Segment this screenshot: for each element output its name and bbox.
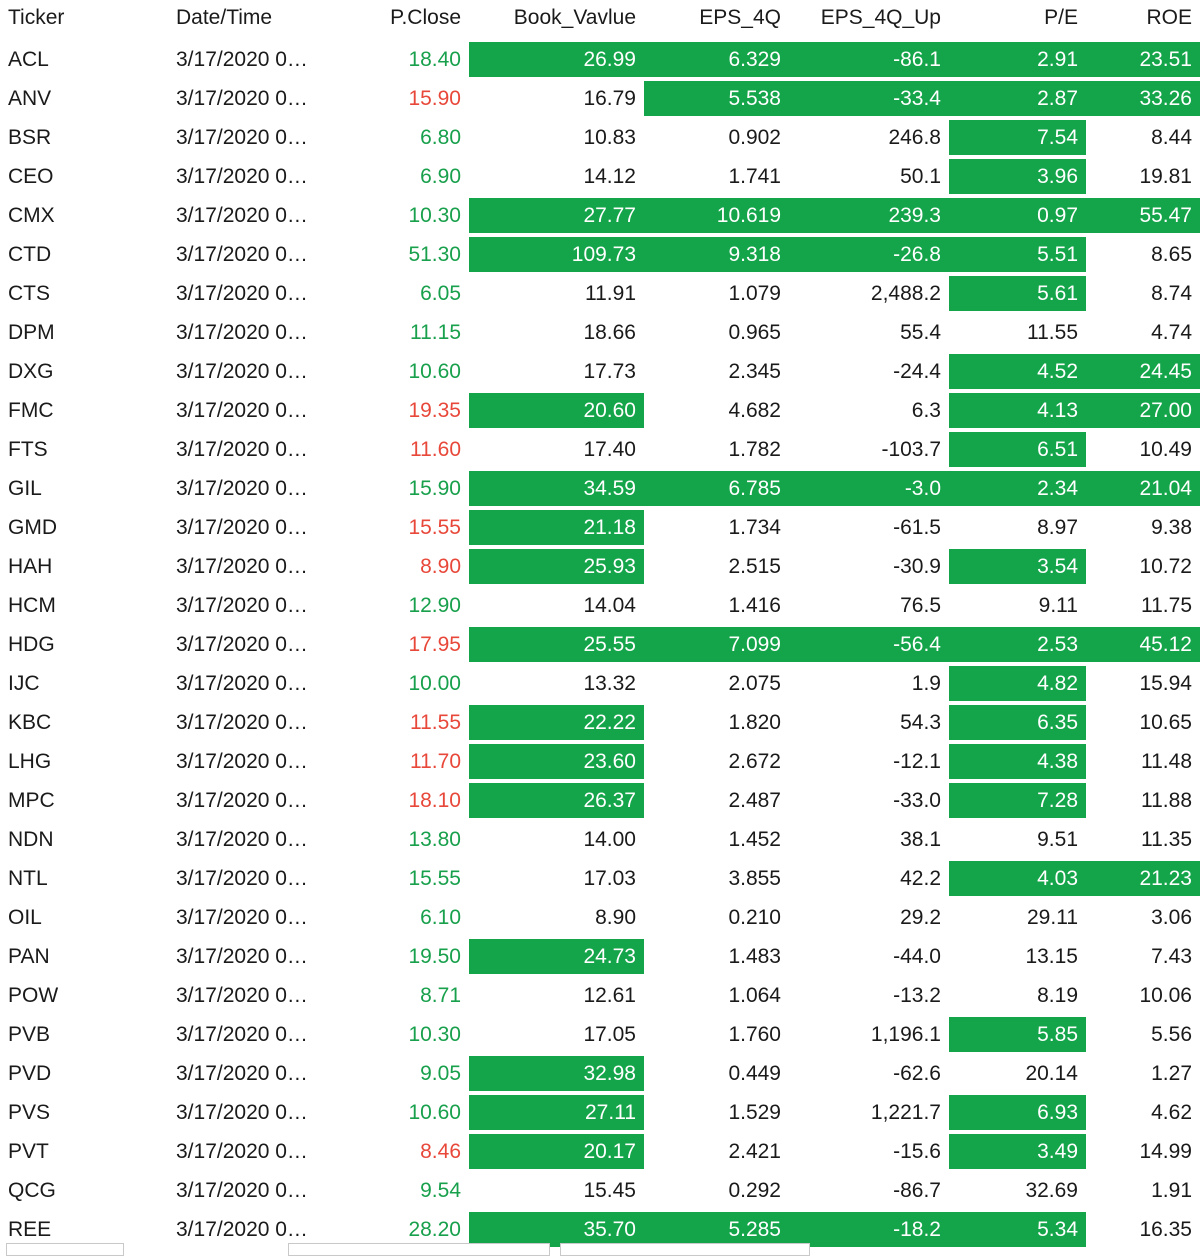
cell-pe: 4.82 [949, 664, 1086, 703]
cell-roe: 4.74 [1151, 320, 1192, 344]
cell-pclose: 10.30 [408, 203, 461, 227]
cell-ticker: PAN [8, 944, 50, 968]
cell-roe: 11.35 [1141, 827, 1192, 851]
cell-eps-4q: 1.483 [728, 944, 781, 968]
cell-book-value: 24.73 [469, 937, 644, 976]
cell-book-value: 14.04 [583, 593, 636, 617]
cell-roe: 10.49 [1139, 437, 1192, 461]
cell-eps-4q: 2.345 [728, 359, 781, 383]
cell-eps-4q-up: 239.3 [789, 196, 949, 235]
cell-roe: 8.74 [1151, 281, 1192, 305]
cell-ticker: PVD [8, 1061, 52, 1085]
table-row[interactable] [0, 742, 1200, 781]
cell-ticker: CTD [8, 242, 52, 266]
cell-eps-4q-up: -62.6 [893, 1061, 941, 1085]
cell-book-value: 14.00 [583, 827, 636, 851]
cell-ticker: PVT [8, 1139, 49, 1163]
table-row[interactable] [0, 547, 1200, 586]
cell-datetime: 3/17/2020 0… [176, 827, 308, 851]
cell-eps-4q-up: -26.8 [789, 235, 949, 274]
cell-pclose: 6.10 [420, 905, 461, 929]
cell-eps-4q-up: 6.3 [911, 398, 941, 422]
cell-datetime: 3/17/2020 0… [176, 593, 308, 617]
cell-ticker: FMC [8, 398, 54, 422]
table-row[interactable] [0, 508, 1200, 547]
cell-datetime: 3/17/2020 0… [176, 398, 308, 422]
table-row[interactable] [0, 1054, 1200, 1093]
cell-ticker: MPC [8, 788, 55, 812]
table-row[interactable] [0, 391, 1200, 430]
cell-roe: 10.06 [1139, 983, 1192, 1007]
cell-pe: 6.51 [949, 430, 1086, 469]
cell-datetime: 3/17/2020 0… [176, 515, 308, 539]
cell-pe: 13.15 [1025, 944, 1078, 968]
cell-eps-4q: 1.416 [728, 593, 781, 617]
cell-pe: 4.13 [949, 391, 1086, 430]
cell-eps-4q-up: 55.4 [900, 320, 941, 344]
table-row[interactable] [0, 1093, 1200, 1132]
cell-pclose: 6.90 [420, 164, 461, 188]
cell-book-value: 26.37 [469, 781, 644, 820]
table-row[interactable] [0, 703, 1200, 742]
table-row[interactable] [0, 235, 1200, 274]
cell-datetime: 3/17/2020 0… [176, 281, 308, 305]
cell-pclose: 11.55 [410, 710, 461, 734]
cell-eps-4q-up: -56.4 [789, 625, 949, 664]
cell-ticker: GIL [8, 476, 42, 500]
cell-book-value: 12.61 [583, 983, 636, 1007]
cell-pe: 5.51 [949, 235, 1086, 274]
cell-eps-4q: 0.449 [728, 1061, 781, 1085]
cell-pe: 2.53 [949, 625, 1086, 664]
column-header-roe[interactable]: ROE [1146, 6, 1192, 29]
cell-pclose: 19.50 [408, 944, 461, 968]
cell-roe: 16.35 [1139, 1217, 1192, 1241]
cell-ticker: NDN [8, 827, 54, 851]
cell-eps-4q-up: -15.6 [893, 1139, 941, 1163]
cell-eps-4q-up: 42.2 [900, 866, 941, 890]
cell-datetime: 3/17/2020 0… [176, 437, 308, 461]
table-header [0, 0, 1200, 40]
cell-eps-4q: 2.075 [728, 671, 781, 695]
cell-pclose: 18.10 [408, 788, 461, 812]
table-body [0, 40, 1200, 1249]
cell-pclose: 6.05 [420, 281, 461, 305]
cell-roe: 45.12 [1086, 625, 1200, 664]
cell-roe: 11.75 [1141, 593, 1192, 617]
cell-ticker: PVB [8, 1022, 51, 1046]
cell-datetime: 3/17/2020 0… [176, 1178, 308, 1202]
cell-datetime: 3/17/2020 0… [176, 125, 308, 149]
cell-pclose: 8.71 [420, 983, 461, 1007]
cell-roe: 7.43 [1151, 944, 1192, 968]
cell-book-value: 23.60 [469, 742, 644, 781]
cell-pe: 5.85 [949, 1015, 1086, 1054]
cell-ticker: GMD [8, 515, 57, 539]
column-header-book-value[interactable]: Book_Vavlue [513, 6, 636, 29]
column-header-eps-4q-up[interactable]: EPS_4Q_Up [820, 6, 941, 29]
cell-pe: 32.69 [1025, 1178, 1078, 1202]
cell-datetime: 3/17/2020 0… [176, 983, 308, 1007]
cell-eps-4q: 6.329 [644, 40, 789, 79]
cell-eps-4q: 6.785 [644, 469, 789, 508]
cell-eps-4q: 1.741 [728, 164, 781, 188]
cell-ticker: QCG [8, 1178, 56, 1202]
table-row[interactable] [0, 196, 1200, 235]
cell-ticker: ANV [8, 86, 52, 110]
cell-book-value: 21.18 [469, 508, 644, 547]
table-row[interactable] [0, 586, 1200, 625]
footer-box-right[interactable] [560, 1243, 810, 1256]
cell-ticker: PVS [8, 1100, 51, 1124]
cell-pe: 7.54 [949, 118, 1086, 157]
cell-roe: 10.65 [1139, 710, 1192, 734]
cell-eps-4q-up: -61.5 [893, 515, 941, 539]
cell-eps-4q-up: -33.4 [789, 79, 949, 118]
cell-pclose: 10.00 [408, 671, 461, 695]
cell-roe: 4.62 [1151, 1100, 1192, 1124]
cell-eps-4q: 2.515 [728, 554, 781, 578]
cell-ticker: NTL [8, 866, 48, 890]
cell-eps-4q: 1.760 [728, 1022, 781, 1046]
cell-pe: 9.11 [1038, 593, 1078, 617]
cell-eps-4q: 1.782 [728, 437, 781, 461]
cell-datetime: 3/17/2020 0… [176, 1217, 308, 1241]
cell-roe: 5.56 [1151, 1022, 1192, 1046]
cell-roe: 8.65 [1151, 242, 1192, 266]
cell-book-value: 20.60 [469, 391, 644, 430]
cell-eps-4q: 0.902 [728, 125, 781, 149]
cell-roe: 8.44 [1151, 125, 1192, 149]
cell-eps-4q-up: -103.7 [881, 437, 941, 461]
cell-ticker: BSR [8, 125, 52, 149]
cell-eps-4q: 1.734 [728, 515, 781, 539]
cell-eps-4q-up: 38.1 [900, 827, 941, 851]
cell-roe: 24.45 [1086, 352, 1200, 391]
cell-datetime: 3/17/2020 0… [176, 86, 308, 110]
cell-pclose: 11.70 [410, 749, 461, 773]
cell-datetime: 3/17/2020 0… [176, 1022, 308, 1046]
cell-pe: 6.35 [949, 703, 1086, 742]
cell-eps-4q-up: 1,196.1 [870, 1022, 941, 1046]
cell-eps-4q-up: 54.3 [900, 710, 941, 734]
cell-eps-4q-up: -33.0 [893, 788, 941, 812]
cell-pclose: 11.15 [410, 320, 461, 344]
cell-pe: 5.61 [949, 274, 1086, 313]
cell-eps-4q: 0.292 [728, 1178, 781, 1202]
cell-datetime: 3/17/2020 0… [176, 1100, 308, 1124]
cell-eps-4q: 1.452 [728, 827, 781, 851]
cell-roe: 11.88 [1141, 788, 1192, 812]
column-header-eps-4q[interactable]: EPS_4Q [699, 6, 781, 29]
table-row[interactable] [0, 1015, 1200, 1054]
table-row[interactable] [0, 1132, 1200, 1171]
cell-roe: 10.72 [1139, 554, 1192, 578]
cell-datetime: 3/17/2020 0… [176, 47, 308, 71]
cell-eps-4q-up: -13.2 [893, 983, 941, 1007]
cell-datetime: 3/17/2020 0… [176, 632, 308, 656]
cell-pe: 2.91 [949, 40, 1086, 79]
cell-roe: 21.04 [1086, 469, 1200, 508]
cell-eps-4q: 7.099 [644, 625, 789, 664]
cell-book-value: 26.99 [469, 40, 644, 79]
cell-ticker: HAH [8, 554, 53, 578]
cell-eps-4q-up: 1.9 [911, 671, 941, 695]
cell-eps-4q: 2.421 [728, 1139, 781, 1163]
cell-datetime: 3/17/2020 0… [176, 671, 308, 695]
cell-ticker: ACL [8, 47, 49, 71]
cell-book-value: 109.73 [469, 235, 644, 274]
cell-pclose: 10.60 [408, 359, 461, 383]
cell-book-value: 20.17 [469, 1132, 644, 1171]
cell-pe: 8.97 [1037, 515, 1078, 539]
cell-ticker: DXG [8, 359, 54, 383]
table-row[interactable] [0, 976, 1200, 1015]
cell-datetime: 3/17/2020 0… [176, 788, 308, 812]
cell-pclose: 28.20 [408, 1217, 461, 1241]
cell-pclose: 10.30 [408, 1022, 461, 1046]
cell-eps-4q: 3.855 [728, 866, 781, 890]
cell-book-value: 18.66 [583, 320, 636, 344]
cell-datetime: 3/17/2020 0… [176, 1061, 308, 1085]
cell-pe: 11.55 [1027, 320, 1078, 344]
cell-eps-4q-up: 1,221.7 [870, 1100, 941, 1124]
cell-ticker: LHG [8, 749, 52, 773]
cell-pe: 3.49 [949, 1132, 1086, 1171]
table-row[interactable] [0, 820, 1200, 859]
cell-eps-4q-up: -12.1 [893, 749, 941, 773]
table-row[interactable] [0, 313, 1200, 352]
cell-eps-4q: 1.079 [728, 281, 781, 305]
cell-eps-4q: 2.487 [728, 788, 781, 812]
cell-datetime: 3/17/2020 0… [176, 359, 308, 383]
cell-pclose: 15.90 [408, 86, 461, 110]
cell-eps-4q-up: -86.7 [893, 1178, 941, 1202]
cell-pe: 5.34 [949, 1210, 1086, 1249]
cell-roe: 15.94 [1139, 671, 1192, 695]
cell-eps-4q-up: 50.1 [900, 164, 941, 188]
cell-datetime: 3/17/2020 0… [176, 242, 308, 266]
table-row[interactable] [0, 781, 1200, 820]
cell-roe: 11.48 [1141, 749, 1192, 773]
table-row[interactable] [0, 625, 1200, 664]
cell-eps-4q-up: 2,488.2 [870, 281, 941, 305]
cell-pclose: 17.95 [408, 632, 461, 656]
table-row[interactable] [0, 859, 1200, 898]
column-header-datetime[interactable]: Date/Time [176, 6, 273, 29]
cell-ticker: HCM [8, 593, 56, 617]
cell-ticker: CEO [8, 164, 54, 188]
table-row[interactable] [0, 469, 1200, 508]
cell-pclose: 15.90 [408, 476, 461, 500]
cell-book-value: 14.12 [583, 164, 636, 188]
cell-pe: 6.93 [949, 1093, 1086, 1132]
cell-pe: 4.52 [949, 352, 1086, 391]
cell-datetime: 3/17/2020 0… [176, 944, 308, 968]
cell-eps-4q: 1.064 [728, 983, 781, 1007]
cell-book-value: 34.59 [469, 469, 644, 508]
cell-datetime: 3/17/2020 0… [176, 164, 308, 188]
table-row[interactable] [0, 352, 1200, 391]
cell-pclose: 13.80 [408, 827, 461, 851]
cell-pe: 4.38 [949, 742, 1086, 781]
cell-datetime: 3/17/2020 0… [176, 710, 308, 734]
cell-book-value: 10.83 [583, 125, 636, 149]
cell-pe: 20.14 [1025, 1061, 1078, 1085]
cell-book-value: 32.98 [469, 1054, 644, 1093]
cell-book-value: 25.55 [469, 625, 644, 664]
table-row[interactable] [0, 157, 1200, 196]
cell-book-value: 15.45 [583, 1178, 636, 1202]
cell-roe: 1.27 [1151, 1061, 1192, 1085]
cell-pclose: 51.30 [408, 242, 461, 266]
cell-ticker: OIL [8, 905, 42, 929]
cell-book-value: 11.91 [585, 281, 636, 305]
table-row[interactable] [0, 664, 1200, 703]
cell-pclose: 15.55 [408, 866, 461, 890]
cell-pclose: 15.55 [408, 515, 461, 539]
cell-roe: 1.91 [1151, 1178, 1192, 1202]
cell-roe: 55.47 [1086, 196, 1200, 235]
footer-box-left[interactable] [6, 1243, 124, 1256]
cell-pclose: 9.05 [420, 1061, 461, 1085]
cell-eps-4q: 0.210 [728, 905, 781, 929]
cell-eps-4q: 4.682 [728, 398, 781, 422]
cell-eps-4q: 2.672 [728, 749, 781, 773]
cell-ticker: IJC [8, 671, 40, 695]
cell-ticker: CTS [8, 281, 50, 305]
cell-roe: 33.26 [1086, 79, 1200, 118]
column-header-ticker[interactable]: Ticker [8, 6, 65, 29]
cell-pe: 29.11 [1027, 905, 1078, 929]
cell-datetime: 3/17/2020 0… [176, 554, 308, 578]
cell-pe: 4.03 [949, 859, 1086, 898]
cell-eps-4q-up: -30.9 [893, 554, 941, 578]
cell-ticker: DPM [8, 320, 55, 344]
cell-roe: 23.51 [1086, 40, 1200, 79]
cell-pe: 2.87 [949, 79, 1086, 118]
cell-pclose: 9.54 [420, 1178, 461, 1202]
cell-eps-4q-up: -44.0 [893, 944, 941, 968]
cell-book-value: 35.70 [469, 1210, 644, 1249]
cell-pclose: 6.80 [420, 125, 461, 149]
cell-roe: 14.99 [1139, 1139, 1192, 1163]
cell-book-value: 17.05 [583, 1022, 636, 1046]
cell-pe: 2.34 [949, 469, 1086, 508]
table-row[interactable] [0, 1171, 1200, 1210]
table-row[interactable] [0, 430, 1200, 469]
cell-pclose: 8.90 [420, 554, 461, 578]
table-row[interactable] [0, 898, 1200, 937]
cell-pe: 3.54 [949, 547, 1086, 586]
cell-eps-4q-up: -86.1 [789, 40, 949, 79]
cell-eps-4q: 1.820 [728, 710, 781, 734]
cell-pe: 7.28 [949, 781, 1086, 820]
cell-eps-4q-up: -3.0 [789, 469, 949, 508]
cell-roe: 21.23 [1086, 859, 1200, 898]
cell-pclose: 18.40 [408, 47, 461, 71]
cell-book-value: 17.03 [583, 866, 636, 890]
cell-book-value: 27.77 [469, 196, 644, 235]
cell-eps-4q: 5.538 [644, 79, 789, 118]
cell-book-value: 25.93 [469, 547, 644, 586]
cell-eps-4q: 10.619 [644, 196, 789, 235]
cell-eps-4q: 1.529 [728, 1100, 781, 1124]
cell-datetime: 3/17/2020 0… [176, 320, 308, 344]
cell-pe: 9.51 [1037, 827, 1078, 851]
cell-eps-4q-up: -18.2 [789, 1210, 949, 1249]
cell-ticker: KBC [8, 710, 52, 734]
cell-pe: 0.97 [949, 196, 1086, 235]
table-row[interactable] [0, 118, 1200, 157]
cell-datetime: 3/17/2020 0… [176, 1139, 308, 1163]
column-header-pe[interactable]: P/E [1044, 6, 1078, 29]
cell-book-value: 13.32 [583, 671, 636, 695]
cell-pclose: 19.35 [408, 398, 461, 422]
table-row[interactable] [0, 40, 1200, 79]
cell-ticker: HDG [8, 632, 55, 656]
cell-eps-4q-up: 246.8 [888, 125, 941, 149]
table-row[interactable] [0, 274, 1200, 313]
cell-roe: 19.81 [1139, 164, 1192, 188]
cell-ticker: CMX [8, 203, 55, 227]
cell-eps-4q-up: 29.2 [900, 905, 941, 929]
cell-roe: 3.06 [1151, 905, 1192, 929]
footer-box-middle[interactable] [288, 1243, 550, 1256]
cell-eps-4q-up: 76.5 [900, 593, 941, 617]
cell-book-value: 8.90 [595, 905, 636, 929]
cell-eps-4q: 9.318 [644, 235, 789, 274]
cell-ticker: FTS [8, 437, 48, 461]
cell-pe: 3.96 [949, 157, 1086, 196]
footer-strip [0, 1243, 1200, 1257]
cell-pclose: 12.90 [408, 593, 461, 617]
cell-eps-4q-up: -24.4 [893, 359, 941, 383]
header-row [0, 0, 1200, 40]
cell-book-value: 17.73 [583, 359, 636, 383]
cell-datetime: 3/17/2020 0… [176, 203, 308, 227]
cell-eps-4q: 0.965 [728, 320, 781, 344]
cell-pclose: 8.46 [420, 1139, 461, 1163]
cell-datetime: 3/17/2020 0… [176, 476, 308, 500]
cell-roe: 27.00 [1086, 391, 1200, 430]
cell-roe: 9.38 [1151, 515, 1192, 539]
cell-ticker: REE [8, 1217, 52, 1241]
cell-pclose: 11.60 [410, 437, 461, 461]
cell-eps-4q: 5.285 [644, 1210, 789, 1249]
cell-ticker: POW [8, 983, 59, 1007]
cell-pclose: 10.60 [408, 1100, 461, 1124]
cell-datetime: 3/17/2020 0… [176, 866, 308, 890]
cell-book-value: 27.11 [469, 1093, 644, 1132]
table-row[interactable] [0, 937, 1200, 976]
cell-book-value: 17.40 [583, 437, 636, 461]
cell-pe: 8.19 [1037, 983, 1078, 1007]
cell-book-value: 22.22 [469, 703, 644, 742]
cell-datetime: 3/17/2020 0… [176, 905, 308, 929]
cell-book-value: 16.79 [583, 86, 636, 110]
column-header-pclose[interactable]: P.Close [390, 6, 461, 29]
cell-datetime: 3/17/2020 0… [176, 749, 308, 773]
table-row[interactable] [0, 79, 1200, 118]
